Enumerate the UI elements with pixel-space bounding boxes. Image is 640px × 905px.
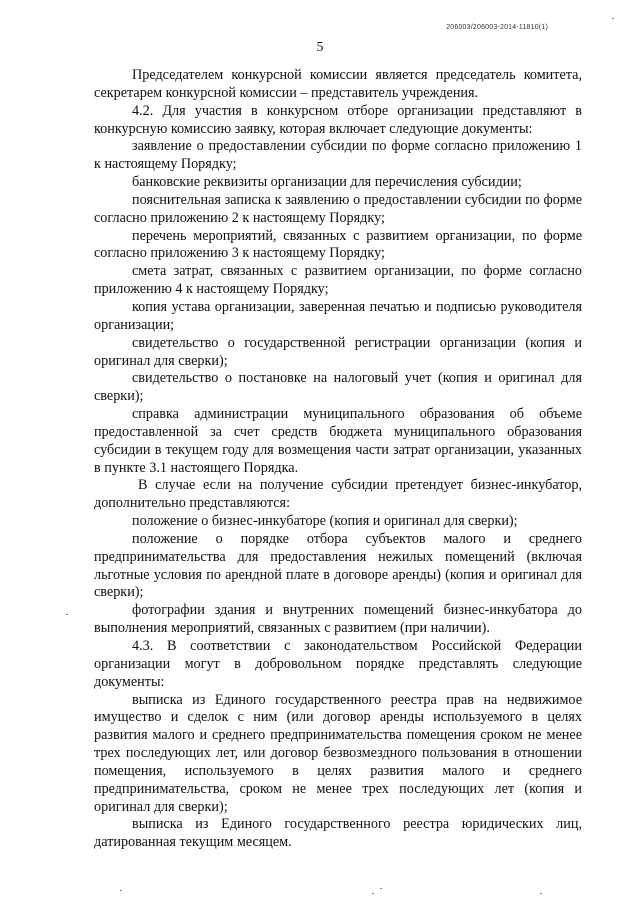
document-body — [94, 67, 582, 852]
paragraph-property-register-extract: выписка из Единого государственного реестра прав на недвижимое имущество и сделок с ним (или договор аренды используемого в целях развития малого и среднего предпринимательства помещения сроком не менее трех последующих лет, или договор безвозмездного пользования в отношении помещения, используемого в целях развития малого и среднего предпринимательства, сроком не менее трех последующих лет (копия и оригинал для сверки); — [94, 691, 582, 815]
paragraph-application: заявление о предоставлении субсидии по форме согласно приложению 1 к настоящему Порядку; — [94, 138, 582, 173]
scan-speck — [120, 890, 122, 891]
paragraph-4-3: 4.3. В соответствии с законодательством Российской Федерации организации могут в добровольном порядке представлять следующие документы: — [94, 638, 582, 690]
paragraph-explanatory-note: пояснительная записка к заявлению о предоставлении субсидии по форме согласно приложению 2 к настоящему Порядку; — [94, 191, 582, 226]
scan-speck — [380, 888, 382, 889]
paragraph-4-2: 4.2. Для участия в конкурсном отборе организации представляют в конкурсную комиссию заявку, которая включает следующие документы: — [94, 102, 582, 137]
document-id: 206003/206003-2014-11810(1) — [446, 24, 548, 31]
paragraph-photographs: фотографии здания и внутренних помещений бизнес-инкубатора до выполнения мероприятий, связанных с развитием (при наличии). — [94, 602, 582, 637]
scan-speck — [66, 614, 68, 615]
paragraph-commission: Председателем конкурсной комиссии является председатель комитета, секретарем конкурсной комиссии – представитель учреждения. — [94, 67, 582, 101]
scan-speck — [540, 893, 542, 894]
scan-speck — [372, 893, 374, 894]
paragraph-cost-estimate: смета затрат, связанных с развитием организации, по форме согласно приложению 4 к настоящему Порядку; — [94, 263, 582, 298]
paragraph-tax-certificate: свидетельство о постановке на налоговый учет (копия и оригинал для сверки); — [94, 370, 582, 405]
paragraph-incubator-regulation: положение о бизнес-инкубаторе (копия и оригинал для сверки); — [132, 513, 518, 530]
paragraph-municipal-reference: справка администрации муниципального образования об объеме предоставленной за счет средств бюджета муниципального образования субсидии в текущем году для возмещения части затрат организации, указанных в пункте 3.1 настоящего Порядка. — [94, 406, 582, 476]
paragraph-activities-list: перечень мероприятий, связанных с развитием организации, по форме согласно приложению 3 к настоящему Порядку; — [94, 227, 582, 262]
paragraph-charter-copy: копия устава организации, заверенная печатью и подписью руководителя организации; — [94, 298, 582, 333]
paragraph-registration-certificate: свидетельство о государственной регистрации организации (копия и оригинал для сверки); — [94, 334, 582, 369]
paragraph-selection-procedure: положение о порядке отбора субъектов малого и среднего предпринимательства для предоставления нежилых помещений (включая льготные условия по арендной плате в договоре аренды) (копия и оригинал для сверки); — [94, 530, 582, 601]
paragraph-legal-entities-extract: выписка из Единого государственного реестра юридических лиц, датированная текущим месяцем. — [94, 816, 582, 851]
paragraph-business-incubator: В случае если на получение субсидии претендует бизнес-инкубатор, дополнительно представляются: — [94, 477, 582, 512]
paragraph-bank-details: банковские реквизиты организации для перечисления субсидии; — [132, 174, 522, 191]
page-number: 5 — [316, 40, 324, 55]
scan-speck — [612, 18, 614, 19]
